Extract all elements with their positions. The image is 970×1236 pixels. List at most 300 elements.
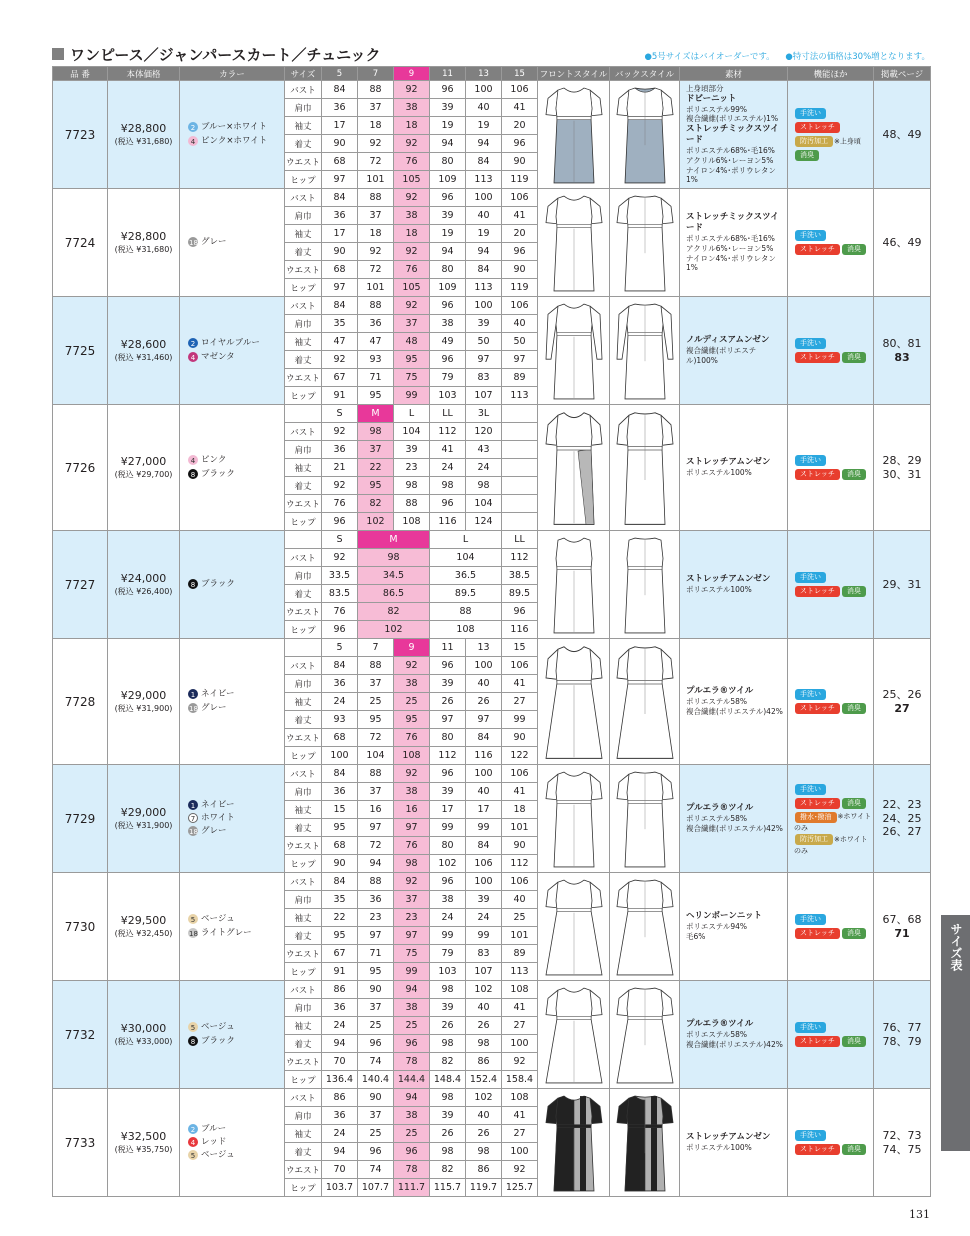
color-option [188,825,284,838]
listing-pages [874,189,931,297]
measure-value: 98 [394,477,430,495]
page-ref: 74、75 [882,1142,922,1156]
material-composition: ポリエステル58% [686,814,747,824]
front-style-illustration [542,642,606,762]
measure-value: 17 [322,225,358,243]
measure-value: 74 [358,1053,394,1071]
material-composition: ポリエステル100% [686,468,752,478]
color-option [188,454,284,467]
color-option [188,1136,284,1149]
product-colors [180,405,285,531]
measure-value: 95 [358,387,394,405]
measure-value: 17 [466,801,502,819]
measure-value: 82 [430,1053,466,1071]
measure-value: 37 [358,675,394,693]
product-price [108,297,180,405]
price-tax-included: (税込 ¥29,700) [114,469,173,479]
measure-value: 25 [394,693,430,711]
measure-value: 99 [502,711,538,729]
listing-pages [874,981,931,1089]
measure-value: 80 [430,261,466,279]
feature-badge: 手洗い [795,1022,826,1033]
header-price: 本体価格 [108,67,180,81]
measure-value: 89.5 [430,585,502,603]
feature-badge: 消臭 [842,352,866,363]
back-style [610,639,680,765]
color-number-icon: 4 [188,1137,198,1147]
measure-value: 108 [430,621,502,639]
measure-value: 104 [394,423,430,441]
measure-value: 78 [394,1053,430,1071]
measure-value: 106 [502,189,538,207]
back-style-illustration [613,642,677,762]
measure-value: 98 [358,549,430,567]
measure-value: 98 [430,1089,466,1107]
product-code: 7726 [53,405,108,531]
measure-value: 100 [502,1035,538,1053]
measure-value: 40 [466,675,502,693]
measure-value: 74 [358,1161,394,1179]
measure-value: 98 [430,1143,466,1161]
measure-value: 27 [502,1017,538,1035]
measure-value: 38 [394,783,430,801]
size-header-11: 11 [430,639,466,657]
color-option [188,799,284,812]
feature-badge: 手洗い [795,572,826,583]
front-style-illustration [542,984,606,1086]
feature-badge: 消臭 [842,928,866,939]
measure-value: 103.7 [322,1179,358,1197]
measure-value: 96 [430,351,466,369]
product-block-7724 [53,189,931,297]
color-number-icon: 8 [188,579,198,589]
side-tab[interactable]: サイズ表 [941,915,970,1151]
measure-value: 89.5 [502,585,538,603]
size-filler [502,495,538,513]
measure-value: 97 [394,819,430,837]
back-style [610,405,680,531]
table-row [53,531,931,549]
measure-value: 125.7 [502,1179,538,1197]
product-code: 7733 [53,1089,108,1197]
color-name: ロイヤルブルー [201,338,260,349]
page-ref: 26、27 [882,825,922,839]
header-pages: 掲載ページ [874,67,931,81]
measure-label: ウエスト [285,495,322,513]
measure-value: 102 [466,1089,502,1107]
product-block-7728 [53,639,931,765]
measure-value: 84 [466,261,502,279]
size-header-5: 5 [322,639,358,657]
measure-value: 105 [394,279,430,297]
material-name: ストレッチアムンゼン [686,457,771,468]
size-header-7: 7 [358,639,394,657]
measure-value: 116 [430,513,466,531]
feature-badge: ストレッチ [795,798,840,809]
product-features [788,981,874,1089]
measure-value: 109 [430,171,466,189]
measure-value: 96 [322,513,358,531]
product-block-7732 [53,981,931,1089]
measure-value: 40 [466,999,502,1017]
header-size-9: 9 [394,67,430,81]
measure-value: 106 [502,657,538,675]
size-header-blank [285,639,322,657]
color-number-icon: 5 [188,1022,198,1032]
measure-value: 22 [358,459,394,477]
measure-value: 38 [394,675,430,693]
measure-value: 97 [322,171,358,189]
measure-value: 19 [466,117,502,135]
measure-value: 76 [394,837,430,855]
measure-value: 25 [394,1017,430,1035]
measure-value: 79 [430,369,466,387]
measure-label: 着丈 [285,243,322,261]
table-row [53,1089,931,1107]
measure-label: 肩巾 [285,567,322,585]
measure-value: 102 [430,855,466,873]
product-code: 7728 [53,639,108,765]
material-composition: ポリエステル94% [686,922,747,932]
material-composition: アクリル6%･レーヨン5% [686,155,774,165]
measure-value: 18 [358,225,394,243]
measure-value: 72 [358,153,394,171]
measure-label: バスト [285,873,322,891]
measure-label: 肩巾 [285,315,322,333]
listing-pages [874,81,931,189]
measure-value: 96 [502,135,538,153]
measure-value: 90 [322,855,358,873]
measure-value: 75 [394,369,430,387]
measure-value: 106 [502,873,538,891]
measure-value: 80 [430,153,466,171]
material-composition: 複合繊維(ポリエステル)1% [686,114,779,124]
measure-value: 38 [430,315,466,333]
product-code: 7724 [53,189,108,297]
material-composition: 複合繊維(ポリエステル)42% [686,1040,783,1050]
measure-value: 92 [358,135,394,153]
measure-value: 79 [430,945,466,963]
measure-value: 106 [502,765,538,783]
page-ref: 80、81 [882,336,922,350]
measure-value: 88 [358,765,394,783]
material-name: プルエラ®ツイル [686,686,754,697]
feature-badge: 手洗い [795,338,826,349]
measure-value: 27 [502,1125,538,1143]
measure-value: 23 [394,459,430,477]
measure-value: 78 [394,1161,430,1179]
back-style [610,1089,680,1197]
product-colors [180,981,285,1089]
front-style [538,531,610,639]
back-style-illustration [613,1092,677,1194]
measure-value: 96 [322,621,358,639]
measure-value: 39 [430,675,466,693]
listing-pages [874,639,931,765]
measure-value: 90 [322,135,358,153]
measure-value: 36 [322,441,358,459]
measure-value: 40 [502,315,538,333]
feature-badge: ストレッチ [795,469,840,480]
measure-value: 26 [466,693,502,711]
product-colors [180,531,285,639]
measure-value: 76 [322,603,358,621]
back-style-illustration [613,300,677,402]
measure-value: 96 [502,243,538,261]
product-code: 7725 [53,297,108,405]
measure-value: 40 [466,1107,502,1125]
measure-label: 肩巾 [285,1107,322,1125]
price-tax-included: (税込 ¥33,000) [114,1036,173,1046]
measure-value: 97 [358,819,394,837]
table-row [53,81,931,99]
measure-value: 89 [502,945,538,963]
product-code: 7729 [53,765,108,873]
measure-value: 102 [358,621,430,639]
measure-value: 92 [322,423,358,441]
measure-label: ヒップ [285,855,322,873]
measure-label: 肩巾 [285,999,322,1017]
measure-value: 94 [322,1035,358,1053]
measure-value: 26 [430,1017,466,1035]
material-name: ノルディスアムンゼン [686,335,770,346]
measure-label: 着丈 [285,1035,322,1053]
color-name: マゼンタ [201,351,235,362]
page-ref: 71 [894,926,910,940]
measure-label: ヒップ [285,387,322,405]
feature-badge: 消臭 [842,244,866,255]
product-features [788,297,874,405]
measure-label: 着丈 [285,711,322,729]
color-option [188,812,284,825]
price-value: ¥30,000 [120,1021,167,1035]
measure-value: 94 [466,243,502,261]
measure-value: 25 [358,693,394,711]
measure-value: 39 [430,1107,466,1125]
measure-value: 18 [394,117,430,135]
price-value: ¥27,000 [120,454,167,468]
size-header-l: L [394,405,430,423]
table-row [53,639,931,657]
product-price [108,531,180,639]
color-name: グレー [201,826,227,837]
measure-value: 119 [502,279,538,297]
measure-value: 86 [322,1089,358,1107]
measure-label: 袖丈 [285,801,322,819]
size-header-ll: LL [430,405,466,423]
measure-label: 袖丈 [285,909,322,927]
measure-value: 38.5 [502,567,538,585]
measure-value: 90 [502,729,538,747]
measure-value: 112 [502,549,538,567]
measure-value: 67 [322,369,358,387]
measure-label: 肩巾 [285,675,322,693]
front-style [538,1089,610,1197]
measure-value: 95 [394,351,430,369]
measure-label: 袖丈 [285,693,322,711]
measure-value: 124 [466,513,502,531]
measure-value: 92 [502,1053,538,1071]
product-block-7723 [53,81,931,189]
color-number-icon: 4 [188,136,198,146]
measure-value: 39 [430,783,466,801]
measure-value: 50 [466,333,502,351]
product-material [680,189,788,297]
measure-value: 96 [430,297,466,315]
measure-label: 着丈 [285,585,322,603]
table-row [53,873,931,891]
measure-value: 94 [466,135,502,153]
color-number-icon: 1 [188,689,198,699]
color-number-icon: 4 [188,352,198,362]
feature-badge: 消臭 [842,798,866,809]
feature-badge: ストレッチ [795,352,840,363]
size-header-blank [285,405,322,423]
measure-value: 99 [430,819,466,837]
feature-badge: 手洗い [795,1130,826,1141]
measure-label: 着丈 [285,477,322,495]
measure-value: 84 [322,189,358,207]
front-style-illustration [542,300,606,402]
material-name: プルエラ®ツイル [686,1019,754,1030]
measure-value: 92 [322,549,358,567]
feature-badge: 消臭 [842,1036,866,1047]
listing-pages [874,765,931,873]
measure-value: 24 [322,1017,358,1035]
measure-label: 袖丈 [285,333,322,351]
measure-value: 83.5 [322,585,358,603]
color-number-icon: 18 [189,929,198,938]
feature-badge: ストレッチ [795,928,840,939]
measure-value: 86 [322,981,358,999]
product-block-7730 [53,873,931,981]
product-price [108,189,180,297]
measure-label: ウエスト [285,1053,322,1071]
measure-value: 36 [322,675,358,693]
product-colors [180,873,285,981]
front-style [538,981,610,1089]
front-style [538,405,610,531]
measure-value: 86 [466,1053,502,1071]
measure-value: 39 [430,207,466,225]
back-style-illustration [613,534,677,636]
material-name: ストレッチミックスツイード [686,211,779,233]
product-code: 7732 [53,981,108,1089]
product-features [788,81,874,189]
measure-value: 25 [358,1125,394,1143]
color-number-icon: 7 [188,813,198,823]
measure-value: 108 [394,513,430,531]
measure-label: バスト [285,81,322,99]
measure-value: 36 [322,1107,358,1125]
measure-value: 90 [502,837,538,855]
measure-value: 27 [502,693,538,711]
feature-badge: 消臭 [795,150,819,161]
measure-value: 94 [430,135,466,153]
measure-value: 97 [358,927,394,945]
size-header-m: M [358,405,394,423]
measure-label: 着丈 [285,1143,322,1161]
measure-value: 99 [466,927,502,945]
color-name: ベージュ [201,914,235,925]
feature-badge: 手洗い [795,108,826,119]
table-row [53,405,931,423]
feature-badge: ストレッチ [795,122,840,133]
measure-value: 109 [430,279,466,297]
measure-value: 98 [466,477,502,495]
color-number-icon: 2 [188,122,198,132]
header-color: カラー [180,67,285,81]
price-tax-included: (税込 ¥31,680) [114,136,173,146]
measure-value: 96 [502,603,538,621]
measure-value: 92 [394,135,430,153]
color-number-icon: 8 [188,1036,198,1046]
price-value: ¥28,600 [120,337,167,351]
front-style-illustration [542,876,606,978]
measure-value: 37 [358,207,394,225]
color-name: ライトグレー [201,927,252,938]
measure-label: 肩巾 [285,441,322,459]
product-price [108,405,180,531]
measure-value: 95 [358,963,394,981]
measure-value: 39 [466,891,502,909]
measure-value: 76 [394,729,430,747]
measure-value: 108 [502,981,538,999]
front-style-illustration [542,192,606,294]
page-ref: 22、23 [882,797,922,811]
page-ref: 72、73 [882,1128,922,1142]
measure-value: 92 [394,765,430,783]
measure-value: 40 [466,207,502,225]
measure-value: 104 [358,747,394,765]
measure-value: 17 [430,801,466,819]
measure-value: 108 [502,1089,538,1107]
measure-value: 19 [430,117,466,135]
measure-value: 112 [430,423,466,441]
measure-value: 113 [502,387,538,405]
color-name: レッド [201,1136,227,1147]
page-ref: 76、77 [882,1020,922,1034]
page-title: ワンピース／ジャンパースカート／チュニック [70,46,381,64]
front-style [538,297,610,405]
measure-value: 23 [394,909,430,927]
measure-value: 38 [394,1107,430,1125]
color-name: グレー [201,236,227,247]
feature-badge: 消臭 [842,469,866,480]
measure-value: 97 [394,927,430,945]
measure-label: 袖丈 [285,225,322,243]
measure-value: 91 [322,387,358,405]
measure-value: 97 [466,351,502,369]
feature-badge: ストレッチ [795,586,840,597]
measure-value: 84 [466,837,502,855]
measure-value: 92 [394,81,430,99]
measure-value: 88 [430,603,502,621]
measure-value: 101 [502,927,538,945]
measure-label: 着丈 [285,135,322,153]
back-style [610,981,680,1089]
measure-value: 100 [466,765,502,783]
color-option [188,1021,284,1034]
measure-label: ヒップ [285,747,322,765]
price-tax-included: (税込 ¥31,680) [114,244,173,254]
price-tax-included: (税込 ¥26,400) [114,586,173,596]
measure-label: 袖丈 [285,117,322,135]
measure-value: 23 [358,909,394,927]
front-style [538,873,610,981]
measure-value: 38 [394,207,430,225]
measure-value: 36 [358,315,394,333]
